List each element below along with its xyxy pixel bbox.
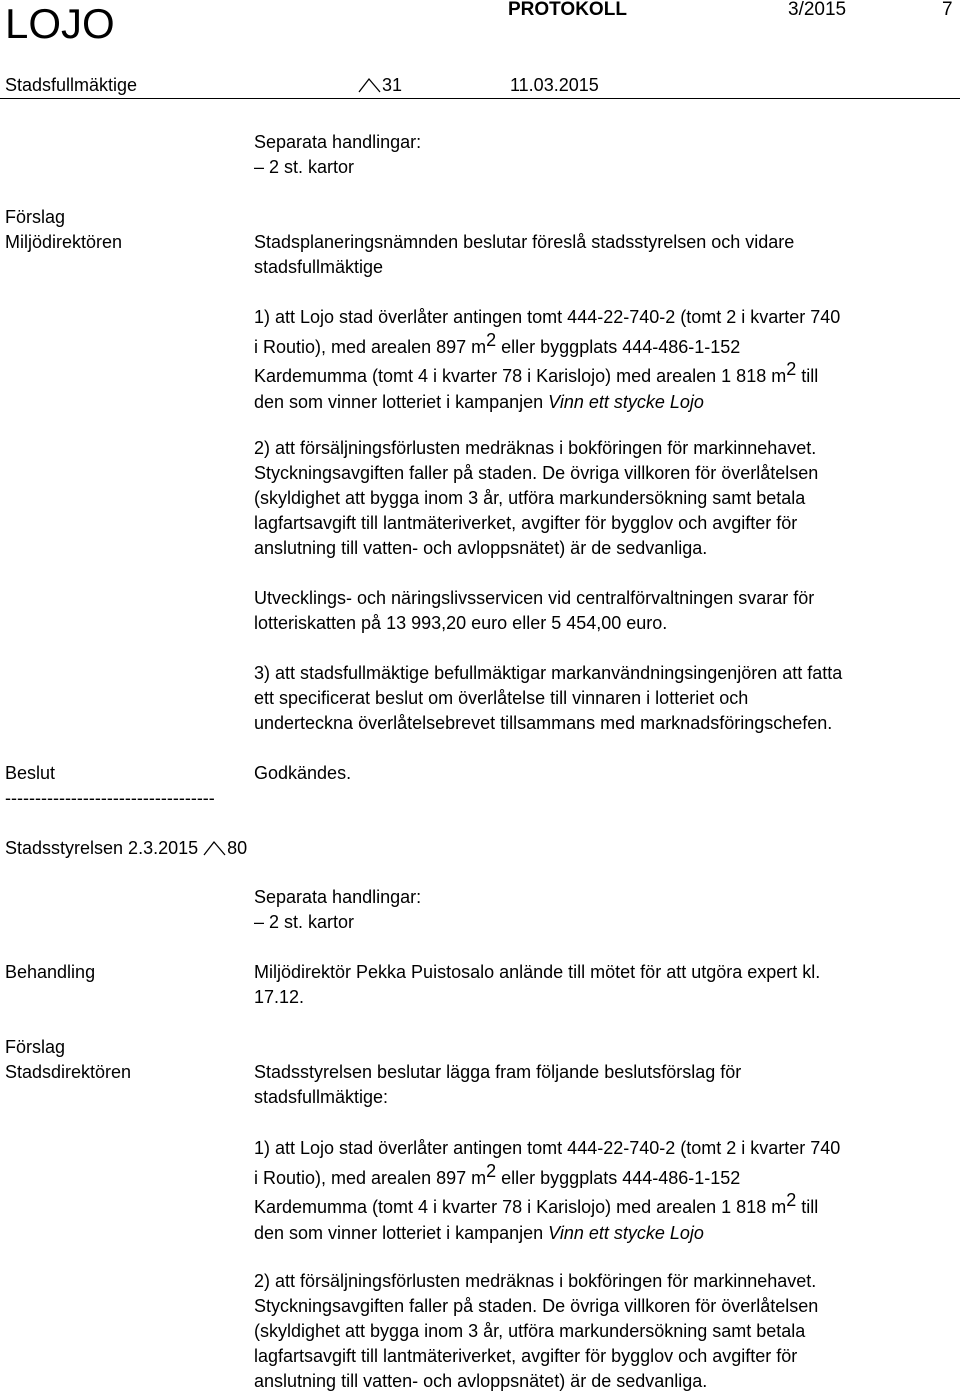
separator-line: ----------------------------------- [5, 788, 215, 808]
text-line: Stadsstyrelsen beslutar lägga fram följande beslutsförslag för [254, 1062, 742, 1082]
campaign-name: Vinn ett stycke Lojo [548, 1223, 704, 1243]
superscript: 2 [486, 1161, 497, 1181]
proposal-intro [254, 230, 954, 280]
campaign-name: Vinn ett stycke Lojo [548, 392, 704, 412]
proposal-item-3 [254, 661, 954, 736]
text-line: (skyldighet att bygga inom 3 år, utföra markundersökning samt betala [254, 488, 806, 508]
decision-text: Godkändes. [254, 763, 352, 783]
handling-text [254, 960, 954, 1010]
header-divider [0, 98, 960, 99]
text-line: 1) att Lojo stad överlåter antingen tomt 444-22-740-2 (tomt 2 i kvarter 740 [254, 307, 841, 327]
text-line: anslutning till vatten- och avloppsnätet) är de sedvanliga. [254, 1371, 708, 1391]
text-line: 1) att Lojo stad överlåter antingen tomt 444-22-740-2 (tomt 2 i kvarter 740 [254, 1138, 841, 1158]
proposal-item-2 [254, 436, 954, 561]
proposal-item-1 [254, 302, 954, 415]
text-line: i Routio), med arealen 897 $m^2$ eller byggplats 444-486-1-152 [254, 1161, 741, 1188]
section-mark-icon [203, 840, 227, 856]
attachments-item: – 2 st. kartor [254, 157, 355, 177]
text-line: 2) att försäljningsförlusten medräknas i bokföringen för markinnehavet. [254, 438, 817, 458]
text-line: Kardemumma (tomt 4 i kvarter 78 i Karislojo) med arealen 1 818 $m^2$ till [254, 359, 819, 386]
text-line: stadsfullmäktige [254, 257, 384, 277]
superscript: 2 [486, 330, 497, 350]
section-number: 31 [382, 75, 403, 95]
text-line: 17.12. [254, 987, 305, 1007]
superscript: 2 [786, 1190, 797, 1210]
attachments-label-2: Separata handlingar: [254, 887, 422, 907]
text-line: Styckningsavgiften faller på staden. De övriga villkoren för överlåtelsen [254, 463, 819, 483]
lojo-logo: LOJO [5, 0, 115, 47]
proposal-item-2-2 [254, 1269, 954, 1394]
proposer: Miljödirektören [5, 232, 123, 252]
board-meeting: Stadsstyrelsen 2.3.2015 [5, 838, 199, 858]
text-line: ett specificerat beslut om överlåtelse till vinnaren i lotteriet och [254, 688, 749, 708]
superscript: 2 [786, 359, 797, 379]
handling-label: Behandling [5, 962, 96, 982]
text-line: Miljödirektör Pekka Puistosalo anlände till mötet för att utgöra expert kl. [254, 962, 821, 982]
decision-label: Beslut [5, 763, 56, 783]
proposal-intro-2 [254, 1060, 954, 1110]
text-line: Kardemumma (tomt 4 i kvarter 78 i Karislojo) med arealen 1 818 $m^2$ till [254, 1190, 819, 1217]
text-line: lagfartsavgift till lantmäteriverket, avgifter för bygglov och avgifter för [254, 1346, 798, 1366]
attachments-item-2: – 2 st. kartor [254, 912, 355, 932]
text-line: lotteriskatten på 13 993,20 euro eller 5 454,00 euro. [254, 613, 668, 633]
text-line: 2) att försäljningsförlusten medräknas i bokföringen för markinnehavet. [254, 1271, 817, 1291]
lottery-tax-paragraph [254, 586, 954, 636]
meeting-body: Stadsfullmäktige [5, 75, 138, 95]
text-line: anslutning till vatten- och avloppsnätet) är de sedvanliga. [254, 538, 708, 558]
proposal-label-2: Förslag [5, 1037, 66, 1057]
text-line: Styckningsavgiften faller på staden. De övriga villkoren för överlåtelsen [254, 1296, 819, 1316]
doc-type: PROTOKOLL [508, 0, 627, 20]
text-line: den som vinner lotteriet i kampanjen Vinn ett stycke Lojo [254, 1223, 704, 1243]
meeting-body-2 [5, 836, 247, 861]
section-mark-icon [358, 77, 382, 93]
text-line: stadsfullmäktige: [254, 1087, 389, 1107]
text-line: lagfartsavgift till lantmäteriverket, avgifter för bygglov och avgifter för [254, 513, 798, 533]
proposal-label: Förslag [5, 207, 66, 227]
proposal-item-1-2 [254, 1133, 954, 1246]
protocol-number: 3/2015 [788, 0, 847, 20]
text-line: Utvecklings- och näringslivsservicen vid centralförvaltningen svarar för [254, 588, 815, 608]
text-line: den som vinner lotteriet i kampanjen Vinn ett stycke Lojo [254, 392, 704, 412]
attachments-label: Separata handlingar: [254, 132, 422, 152]
text-line: Stadsplaneringsnämnden beslutar föreslå stadsstyrelsen och vidare [254, 232, 795, 252]
text-line: underteckna överlåtelsebrevet tillsammans med marknadsföringschefen. [254, 713, 833, 733]
section-number-2: 80 [227, 838, 248, 858]
text-line: (skyldighet att bygga inom 3 år, utföra markundersökning samt betala [254, 1321, 806, 1341]
text-line: 3) att stadsfullmäktige befullmäktigar markanvändningsingenjören att fatta [254, 663, 843, 683]
page-number: 7 [942, 0, 953, 20]
section-number-wrap [358, 73, 402, 98]
proposer-2: Stadsdirektören [5, 1062, 132, 1082]
meeting-date: 11.03.2015 [510, 75, 599, 95]
text-line: i Routio), med arealen 897 $m^2$ eller byggplats 444-486-1-152 [254, 330, 741, 357]
